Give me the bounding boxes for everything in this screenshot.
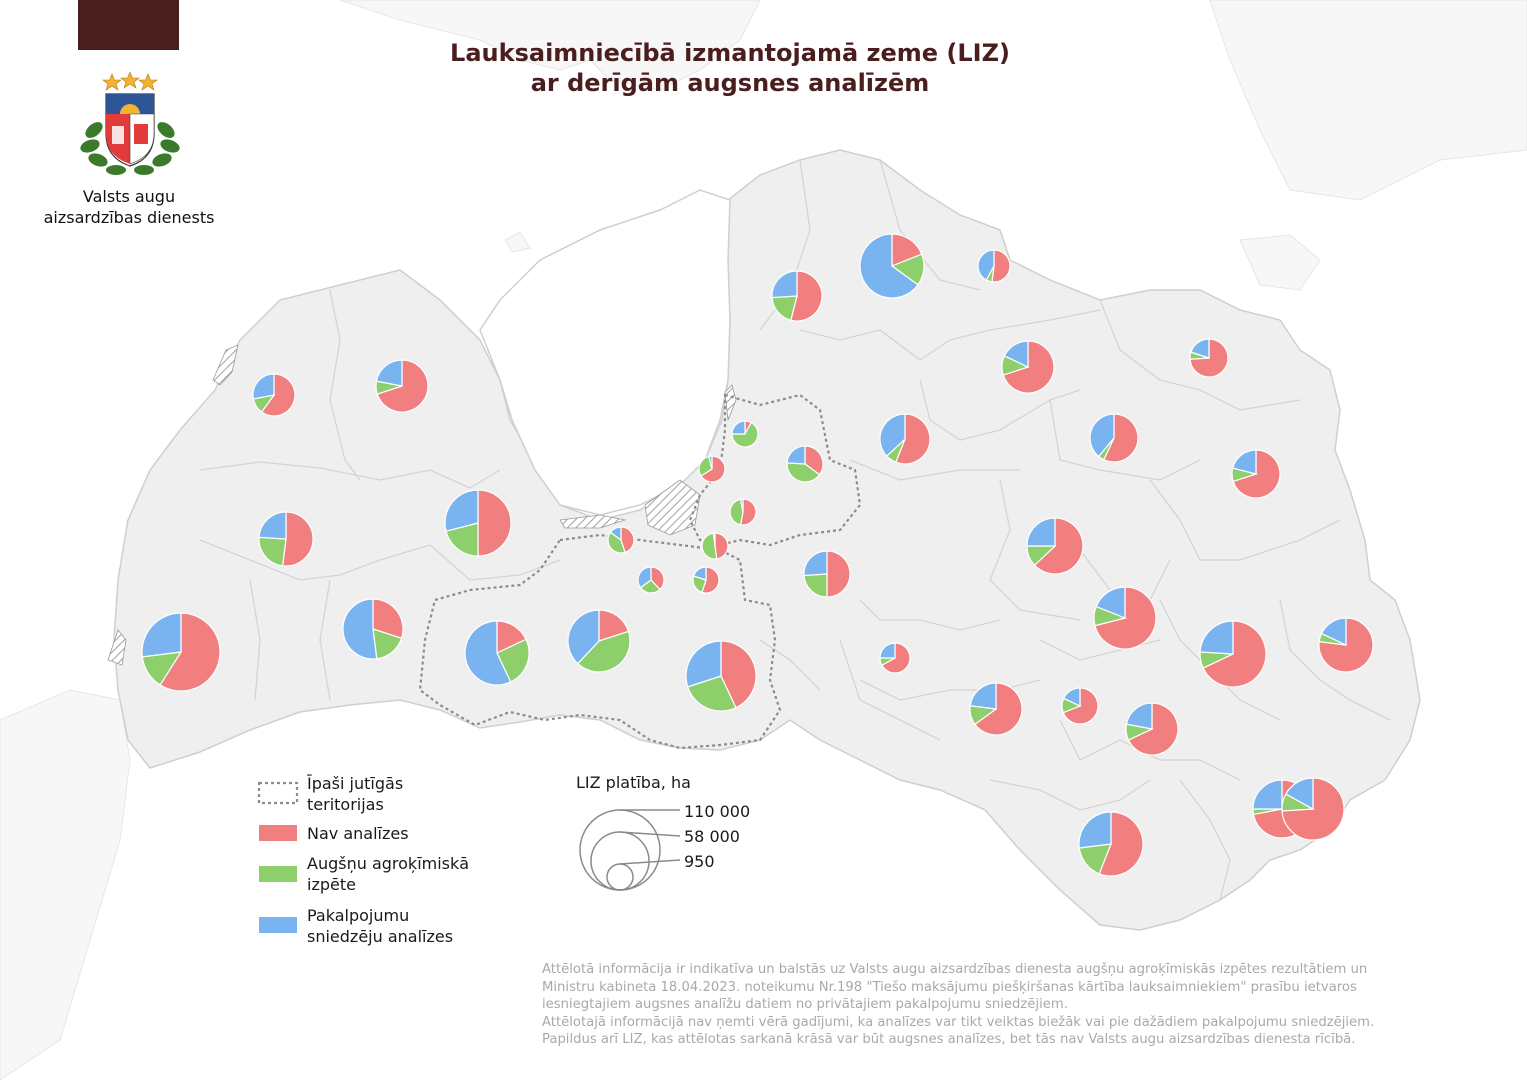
legend-red-label: Nav analīzes (307, 824, 409, 843)
pie-23 (1090, 414, 1138, 462)
pie-1 (259, 512, 313, 566)
latvia-coat-of-arms-icon (76, 70, 184, 178)
size-legend-circles (580, 810, 680, 890)
pie-17 (804, 551, 850, 597)
legend-symbols (259, 783, 297, 933)
pie-9 (608, 527, 634, 553)
pie-10 (638, 567, 664, 593)
pie-3 (253, 374, 295, 416)
map-title (330, 38, 1130, 98)
size-circle-58000 (591, 832, 649, 890)
size-legend-value-large: 110 000 (684, 802, 751, 821)
size-circle-110000 (580, 810, 660, 890)
footnote-line-4: Attēlotajā informācijā nav ņemti vērā gadījumi, ka analīzes var tikt veiktas biežāk vai pie dažādiem pakalpojumu sniedzējiem. (542, 1014, 1375, 1030)
size-legend-value-small: 950 (684, 852, 715, 871)
title-line-1: Lauksaimniecībā izmantojamā zeme (LIZ) (450, 39, 1010, 67)
legend-green-swatch (259, 866, 297, 882)
org-line-1: Valsts augu (82, 187, 176, 206)
title-line-2: ar derīgām augsnes analīzēm (530, 69, 930, 97)
legend-blue-line-2: sniedzēju analīzes (307, 927, 454, 946)
pie-28 (880, 643, 910, 673)
footnote-line-5: Papildus arī LIZ, kas attēlotas sarkanā krāsā var būt augsnes analīzes, bet tās nav Valsts augu aizsardzības dienesta rīcībā. (542, 1032, 1356, 1047)
legend-sensitive-line-1: Īpaši jutīgās (307, 774, 404, 793)
footnote-line-3: iesniegtajiem augsnes analīžu datiem no privātajiem pakalpojumu sniedzējiem. (542, 997, 1068, 1012)
pie-32 (1079, 812, 1143, 876)
pie-31 (1319, 618, 1373, 672)
footnote-line-2: Ministru kabineta 18.04.2023. noteikumu Nr.198 "Tiešo maksājumu piešķiršanas kārtība lauksaimniekiem" prasību ietvaros (542, 979, 1357, 995)
footnote (542, 961, 1482, 1049)
pie-25 (1232, 450, 1280, 498)
legend-red-swatch (259, 825, 297, 841)
pie-24 (1190, 339, 1228, 377)
legend-sensitive-swatch (259, 783, 297, 803)
pie-11 (693, 567, 719, 593)
pie-29 (970, 683, 1022, 735)
pie-30 (1200, 621, 1266, 687)
pie-6 (465, 621, 529, 685)
pie-26 (1027, 518, 1083, 574)
pie-36 (1282, 778, 1344, 840)
size-legend-title: LIZ platība, ha (576, 773, 691, 792)
pie-5 (343, 599, 403, 659)
pie-12 (702, 533, 728, 559)
legend-green-label (307, 853, 469, 895)
pie-18 (772, 271, 822, 321)
pie-21 (880, 414, 930, 464)
legend-blue-line-1: Pakalpojumu (307, 906, 410, 925)
legend-blue-label (307, 905, 453, 947)
legend-blue-swatch (259, 917, 297, 933)
pie-19 (860, 234, 924, 298)
organization-name (40, 186, 218, 228)
pie-7 (568, 610, 630, 672)
legend-green-line-1: Augšņu agroķīmiskā (307, 854, 470, 873)
pie-4 (376, 360, 428, 412)
footnote-line-1: Attēlotā informācija ir indikatīva un balstās uz Valsts augu aizsardzības dienesta augšņu agroķīmiskās izpētes rezultātiem un (542, 962, 1368, 977)
pie-8 (686, 641, 756, 711)
legend-sensitive-label (307, 773, 403, 815)
pie-20 (978, 250, 1010, 282)
legend-green-line-2: izpēte (307, 875, 356, 894)
pie-15 (732, 421, 758, 447)
pie-2 (445, 490, 511, 556)
pie-16 (787, 446, 823, 482)
pie-0 (142, 613, 220, 691)
size-legend-value-medium: 58 000 (684, 827, 740, 846)
pie-22 (1002, 341, 1054, 393)
size-circle-950 (607, 864, 633, 890)
org-line-2: aizsardzības dienests (43, 208, 215, 227)
pie-33 (1062, 688, 1098, 724)
pie-34 (1126, 703, 1178, 755)
pie-14 (699, 456, 725, 482)
pie-27 (1094, 587, 1156, 649)
legend-sensitive-line-2: teritorijas (307, 795, 384, 814)
pie-13 (730, 499, 756, 525)
